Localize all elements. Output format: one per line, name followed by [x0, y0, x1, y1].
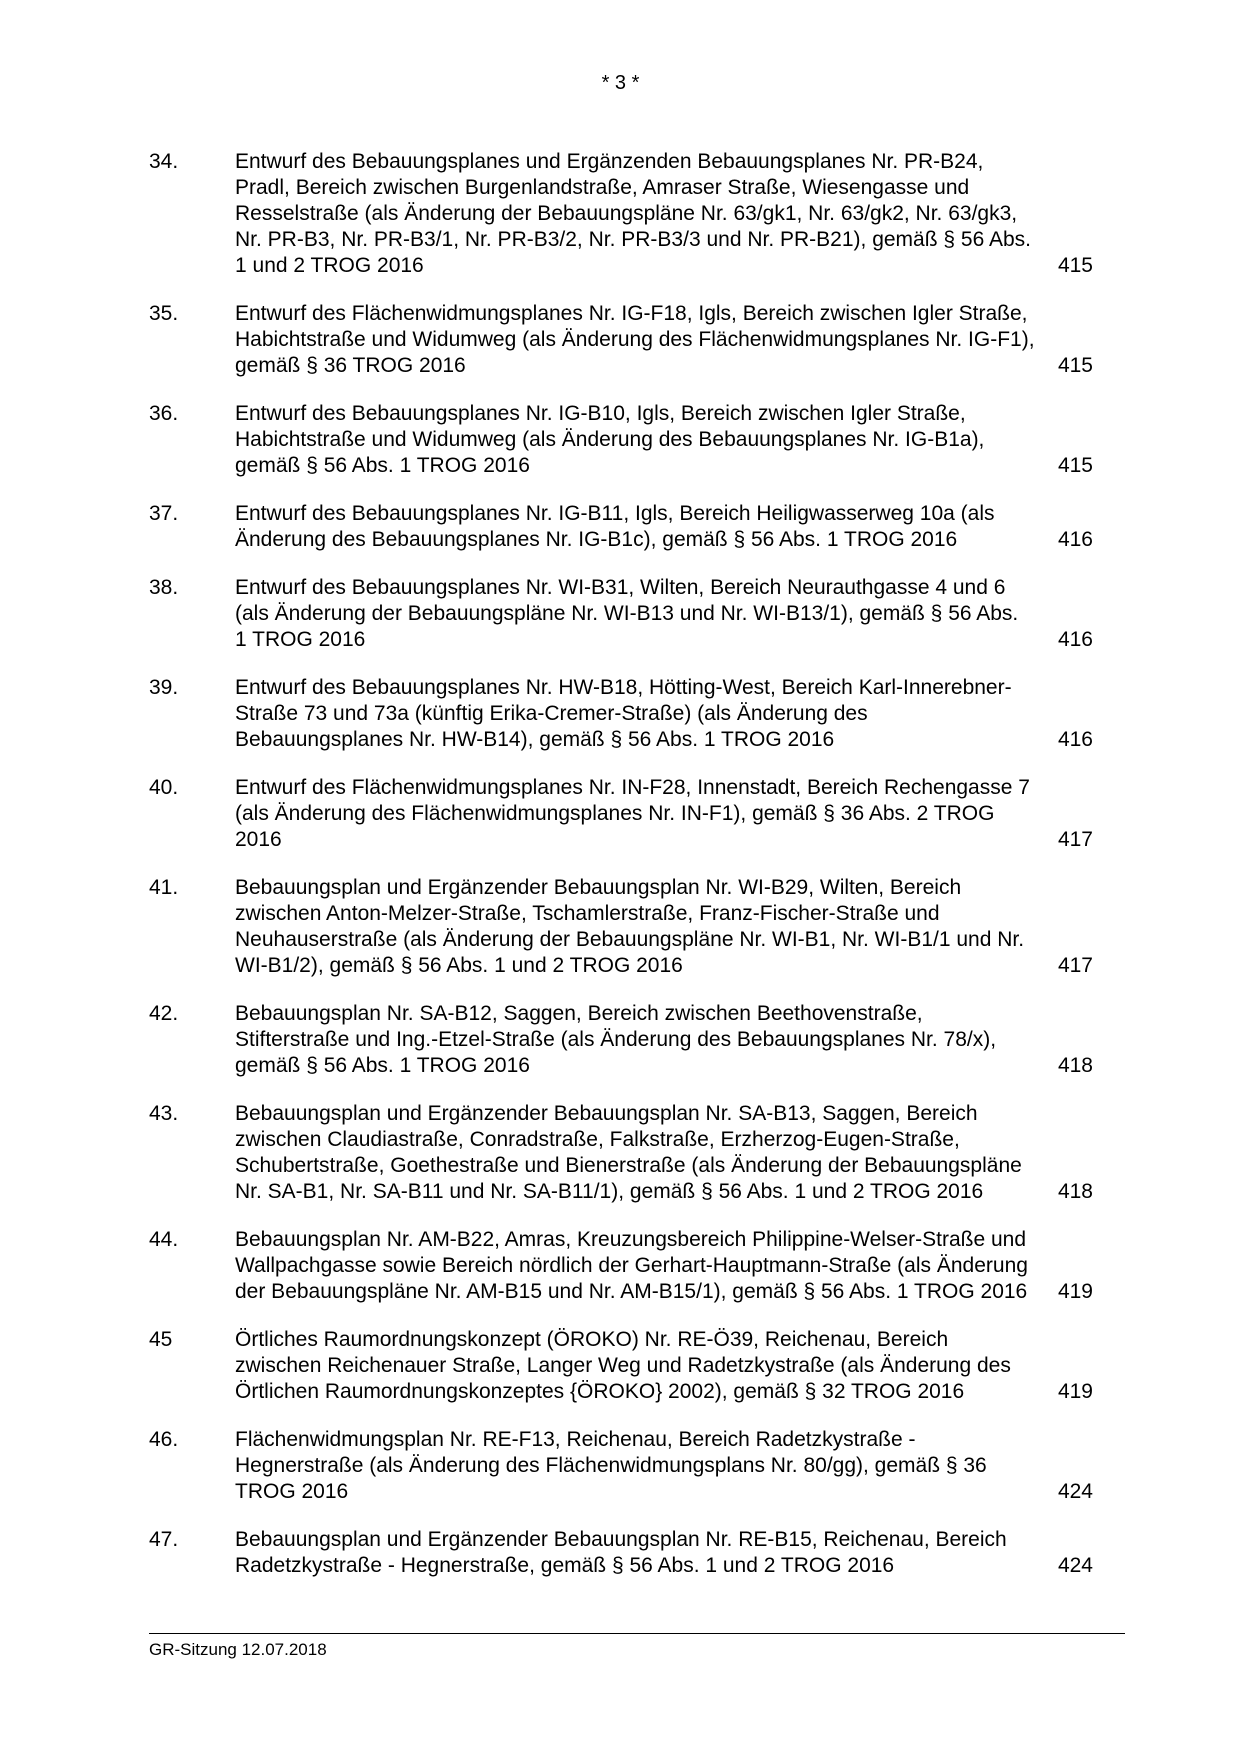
- toc-entry: [149, 1427, 1093, 1505]
- entry-text: Örtliches Raumordnungskonzept (ÖROKO) Nr. RE-Ö39, Reichenau, Bereich zwischen Reichenauer Straße, Langer Weg und Radetzkystraße (als Änderung des Örtlichen Raumordnungskonzeptes {ÖROKO} 2002), gemäß § 32 TROG 2016: [235, 1328, 1011, 1403]
- toc-entry: [149, 1227, 1093, 1305]
- toc-entry: [149, 501, 1093, 553]
- entry-page: 417: [1057, 954, 1093, 977]
- toc-entry: [149, 1327, 1093, 1405]
- entry-page: 418: [1057, 1054, 1093, 1077]
- entry-page: 416: [1057, 628, 1093, 651]
- entry-text: Bebauungsplan und Ergänzender Bebauungsplan Nr. RE-B15, Reichenau, Bereich Radetzkystraße - Hegnerstraße, gemäß § 56 Abs. 1 und 2 TROG 2016: [235, 1528, 1007, 1577]
- toc-entry: [149, 1101, 1093, 1205]
- entry-page: 416: [1057, 728, 1093, 751]
- entry-number: 45: [149, 1328, 173, 1351]
- entry-page: 415: [1057, 254, 1093, 277]
- footer-divider: [149, 1633, 1125, 1634]
- entry-number: 47.: [149, 1528, 179, 1551]
- toc-entry: [149, 301, 1093, 379]
- entry-number: 35.: [149, 302, 179, 325]
- entry-text: Flächenwidmungsplan Nr. RE-F13, Reichenau, Bereich Radetzkystraße - Hegnerstraße (als Änderung des Flächenwidmungsplans Nr. 80/gg), gemäß § 36 TROG 2016: [235, 1428, 987, 1503]
- entry-text: Entwurf des Flächenwidmungsplanes Nr. IN-F28, Innenstadt, Bereich Rechengasse 7 (als Änderung des Flächenwidmungsplanes Nr. IN-F1), gemäß § 36 Abs. 2 TROG 2016: [235, 776, 1030, 851]
- entry-number: 37.: [149, 502, 179, 525]
- toc-entry: [149, 1001, 1093, 1079]
- entry-page: 415: [1057, 454, 1093, 477]
- table-of-contents: [149, 149, 1093, 1579]
- entry-number: 44.: [149, 1228, 179, 1251]
- entry-number: 43.: [149, 1102, 179, 1125]
- entry-text: Bebauungsplan Nr. AM-B22, Amras, Kreuzungsbereich Philippine-Welser-Straße und Wallpachgasse sowie Bereich nördlich der Gerhart-Hauptmann-Straße (als Änderung der Bebauungspläne Nr. AM-B15 und Nr. AM-B15/1), gemäß § 56 Abs. 1 TROG 2016: [235, 1228, 1028, 1303]
- toc-entry: [149, 675, 1093, 753]
- footer-text: GR-Sitzung 12.07.2018: [149, 1640, 327, 1659]
- entry-page: 424: [1057, 1480, 1093, 1503]
- toc-entry: [149, 775, 1093, 853]
- entry-page: 415: [1057, 354, 1093, 377]
- entry-page: 424: [1057, 1554, 1093, 1577]
- entry-text: Entwurf des Flächenwidmungsplanes Nr. IG-F18, Igls, Bereich zwischen Igler Straße, Habichtstraße und Widumweg (als Änderung des Flächenwidmungsplanes Nr. IG-F1), gemäß § 36 TROG 2016: [235, 302, 1035, 377]
- entry-text: Entwurf des Bebauungsplanes Nr. IG-B11, Igls, Bereich Heiligwasserweg 10a (als Änderung des Bebauungsplanes Nr. IG-B1c), gemäß § 56 Abs. 1 TROG 2016: [235, 502, 995, 551]
- entry-page: 416: [1057, 528, 1093, 551]
- entry-text: Entwurf des Bebauungsplanes Nr. HW-B18, Hötting-West, Bereich Karl-Innerebner-Straße 73 und 73a (künftig Erika-Cremer-Straße) (als Änderung des Bebauungsplanes Nr. HW-B14), gemäß § 56 Abs. 1 TROG 2016: [235, 676, 1012, 751]
- entry-page: 419: [1057, 1380, 1093, 1403]
- entry-text: Entwurf des Bebauungsplanes Nr. WI-B31, Wilten, Bereich Neurauthgasse 4 und 6 (als Änderung der Bebauungspläne Nr. WI-B13 und Nr. WI-B13/1), gemäß § 56 Abs. 1 TROG 2016: [235, 576, 1019, 651]
- entry-page: 419: [1057, 1280, 1093, 1303]
- entry-text: Bebauungsplan und Ergänzender Bebauungsplan Nr. WI-B29, Wilten, Bereich zwischen Anton-Melzer-Straße, Tschamlerstraße, Franz-Fischer-Straße und Neuhauserstraße (als Änderung der Bebauungspläne Nr. WI-B1, Nr. WI-B1/1 und Nr. WI-B1/2), gemäß § 56 Abs. 1 und 2 TROG 2016: [235, 876, 1025, 977]
- toc-entry: [149, 1527, 1093, 1579]
- entry-page: 417: [1057, 828, 1093, 851]
- entry-text: Bebauungsplan Nr. SA-B12, Saggen, Bereich zwischen Beethovenstraße, Stifterstraße und Ing.-Etzel-Straße (als Änderung des Bebauungsplanes Nr. 78/x), gemäß § 56 Abs. 1 TROG 2016: [235, 1002, 997, 1077]
- entry-text: Bebauungsplan und Ergänzender Bebauungsplan Nr. SA-B13, Saggen, Bereich zwischen Claudiastraße, Conradstraße, Falkstraße, Erzherzog-Eugen-Straße, Schubertstraße, Goethestraße und Bienerstraße (als Änderung der Bebauungspläne Nr. SA-B1, Nr. SA-B11 und Nr. SA-B11/1), gemäß § 56 Abs. 1 und 2 TROG 2016: [235, 1102, 1022, 1203]
- entry-number: 42.: [149, 1002, 179, 1025]
- entry-text: Entwurf des Bebauungsplanes und Ergänzenden Bebauungsplanes Nr. PR-B24, Pradl, Bereich zwischen Burgenlandstraße, Amraser Straße, Wiesengasse und Resselstraße (als Änderung der Bebauungspläne Nr. 63/gk1, Nr. 63/gk2, Nr. 63/gk3, Nr. PR-B3, Nr. PR-B3/1, Nr. PR-B3/2, Nr. PR-B3/3 und Nr. PR-B21), gemäß § 56 Abs. 1 und 2 TROG 2016: [235, 150, 1031, 277]
- toc-entry: [149, 401, 1093, 479]
- page-number: * 3 *: [601, 72, 640, 94]
- entry-number: 46.: [149, 1428, 179, 1451]
- entry-number: 36.: [149, 402, 179, 425]
- entry-number: 39.: [149, 676, 179, 699]
- entry-text: Entwurf des Bebauungsplanes Nr. IG-B10, Igls, Bereich zwischen Igler Straße, Habichtstraße und Widumweg (als Änderung des Bebauungsplanes Nr. IG-B1a), gemäß § 56 Abs. 1 TROG 2016: [235, 402, 985, 477]
- entry-number: 38.: [149, 576, 179, 599]
- toc-entry: [149, 875, 1093, 979]
- entry-page: 418: [1057, 1180, 1093, 1203]
- toc-entry: [149, 149, 1093, 279]
- toc-entry: [149, 575, 1093, 653]
- entry-number: 40.: [149, 776, 179, 799]
- entry-number: 41.: [149, 876, 179, 899]
- entry-number: 34.: [149, 150, 179, 173]
